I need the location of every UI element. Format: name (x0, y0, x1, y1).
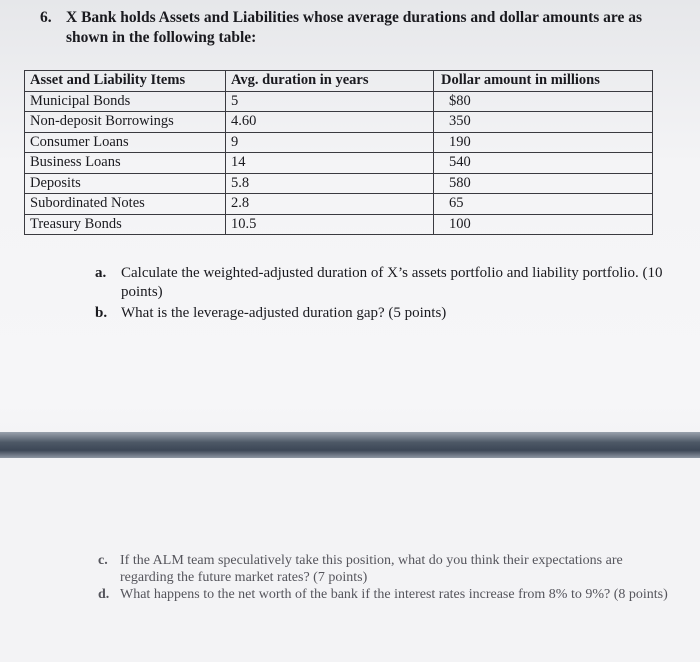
column-header: Dollar amount in millions (434, 71, 653, 92)
amount-cell: 540 (434, 153, 653, 174)
table-row (25, 112, 653, 133)
part-text: What is the leverage-adjusted duration gap? (5 points) (121, 305, 447, 321)
part-label: c. (98, 553, 108, 568)
question-number: 6. (40, 9, 52, 26)
duration-cell: 5.8 (226, 173, 434, 194)
table-header-row (25, 71, 653, 92)
amount-cell: $80 (434, 91, 653, 112)
table-row (25, 153, 653, 174)
question-parts (95, 264, 670, 325)
part-label: d. (98, 587, 110, 602)
amount-cell: 100 (434, 214, 653, 235)
table-row (25, 214, 653, 235)
duration-cell: 9 (226, 132, 434, 153)
part-text: Calculate the weighted-adjusted duration of X’s assets portfolio and liability portfolio. (10 points) (121, 265, 663, 300)
amount-cell: 580 (434, 173, 653, 194)
part-d (98, 587, 673, 604)
part-text: If the ALM team speculatively take this position, what do you think their expectations are regarding the future market rates? (7 points) (120, 553, 623, 585)
table-row (25, 91, 653, 112)
item-cell: Deposits (25, 173, 226, 194)
question-text: X Bank holds Assets and Liabilities whose average durations and dollar amounts are as shown in the following table: (66, 9, 643, 46)
part-label: a. (95, 265, 107, 281)
table-row (25, 194, 653, 215)
duration-cell: 2.8 (226, 194, 434, 215)
item-cell: Subordinated Notes (25, 194, 226, 215)
item-cell: Consumer Loans (25, 132, 226, 153)
part-c (98, 553, 673, 586)
duration-table (24, 70, 653, 235)
item-cell: Non-deposit Borrowings (25, 112, 226, 133)
column-header: Avg. duration in years (226, 71, 434, 92)
faded-question-parts (98, 553, 673, 605)
item-cell: Municipal Bonds (25, 91, 226, 112)
part-label: b. (95, 305, 108, 321)
page-divider (0, 432, 700, 458)
amount-cell: 190 (434, 132, 653, 153)
amount-cell: 65 (434, 194, 653, 215)
part-text: What happens to the net worth of the bank if the interest rates increase from 8% to 9%? (8 points) (120, 587, 668, 602)
part-b (95, 304, 670, 323)
item-cell: Business Loans (25, 153, 226, 174)
part-a (95, 264, 670, 302)
duration-cell: 14 (226, 153, 434, 174)
item-cell: Treasury Bonds (25, 214, 226, 235)
table-row (25, 173, 653, 194)
duration-cell: 10.5 (226, 214, 434, 235)
table-row (25, 132, 653, 153)
column-header: Asset and Liability Items (25, 71, 226, 92)
amount-cell: 350 (434, 112, 653, 133)
duration-cell: 5 (226, 91, 434, 112)
duration-cell: 4.60 (226, 112, 434, 133)
